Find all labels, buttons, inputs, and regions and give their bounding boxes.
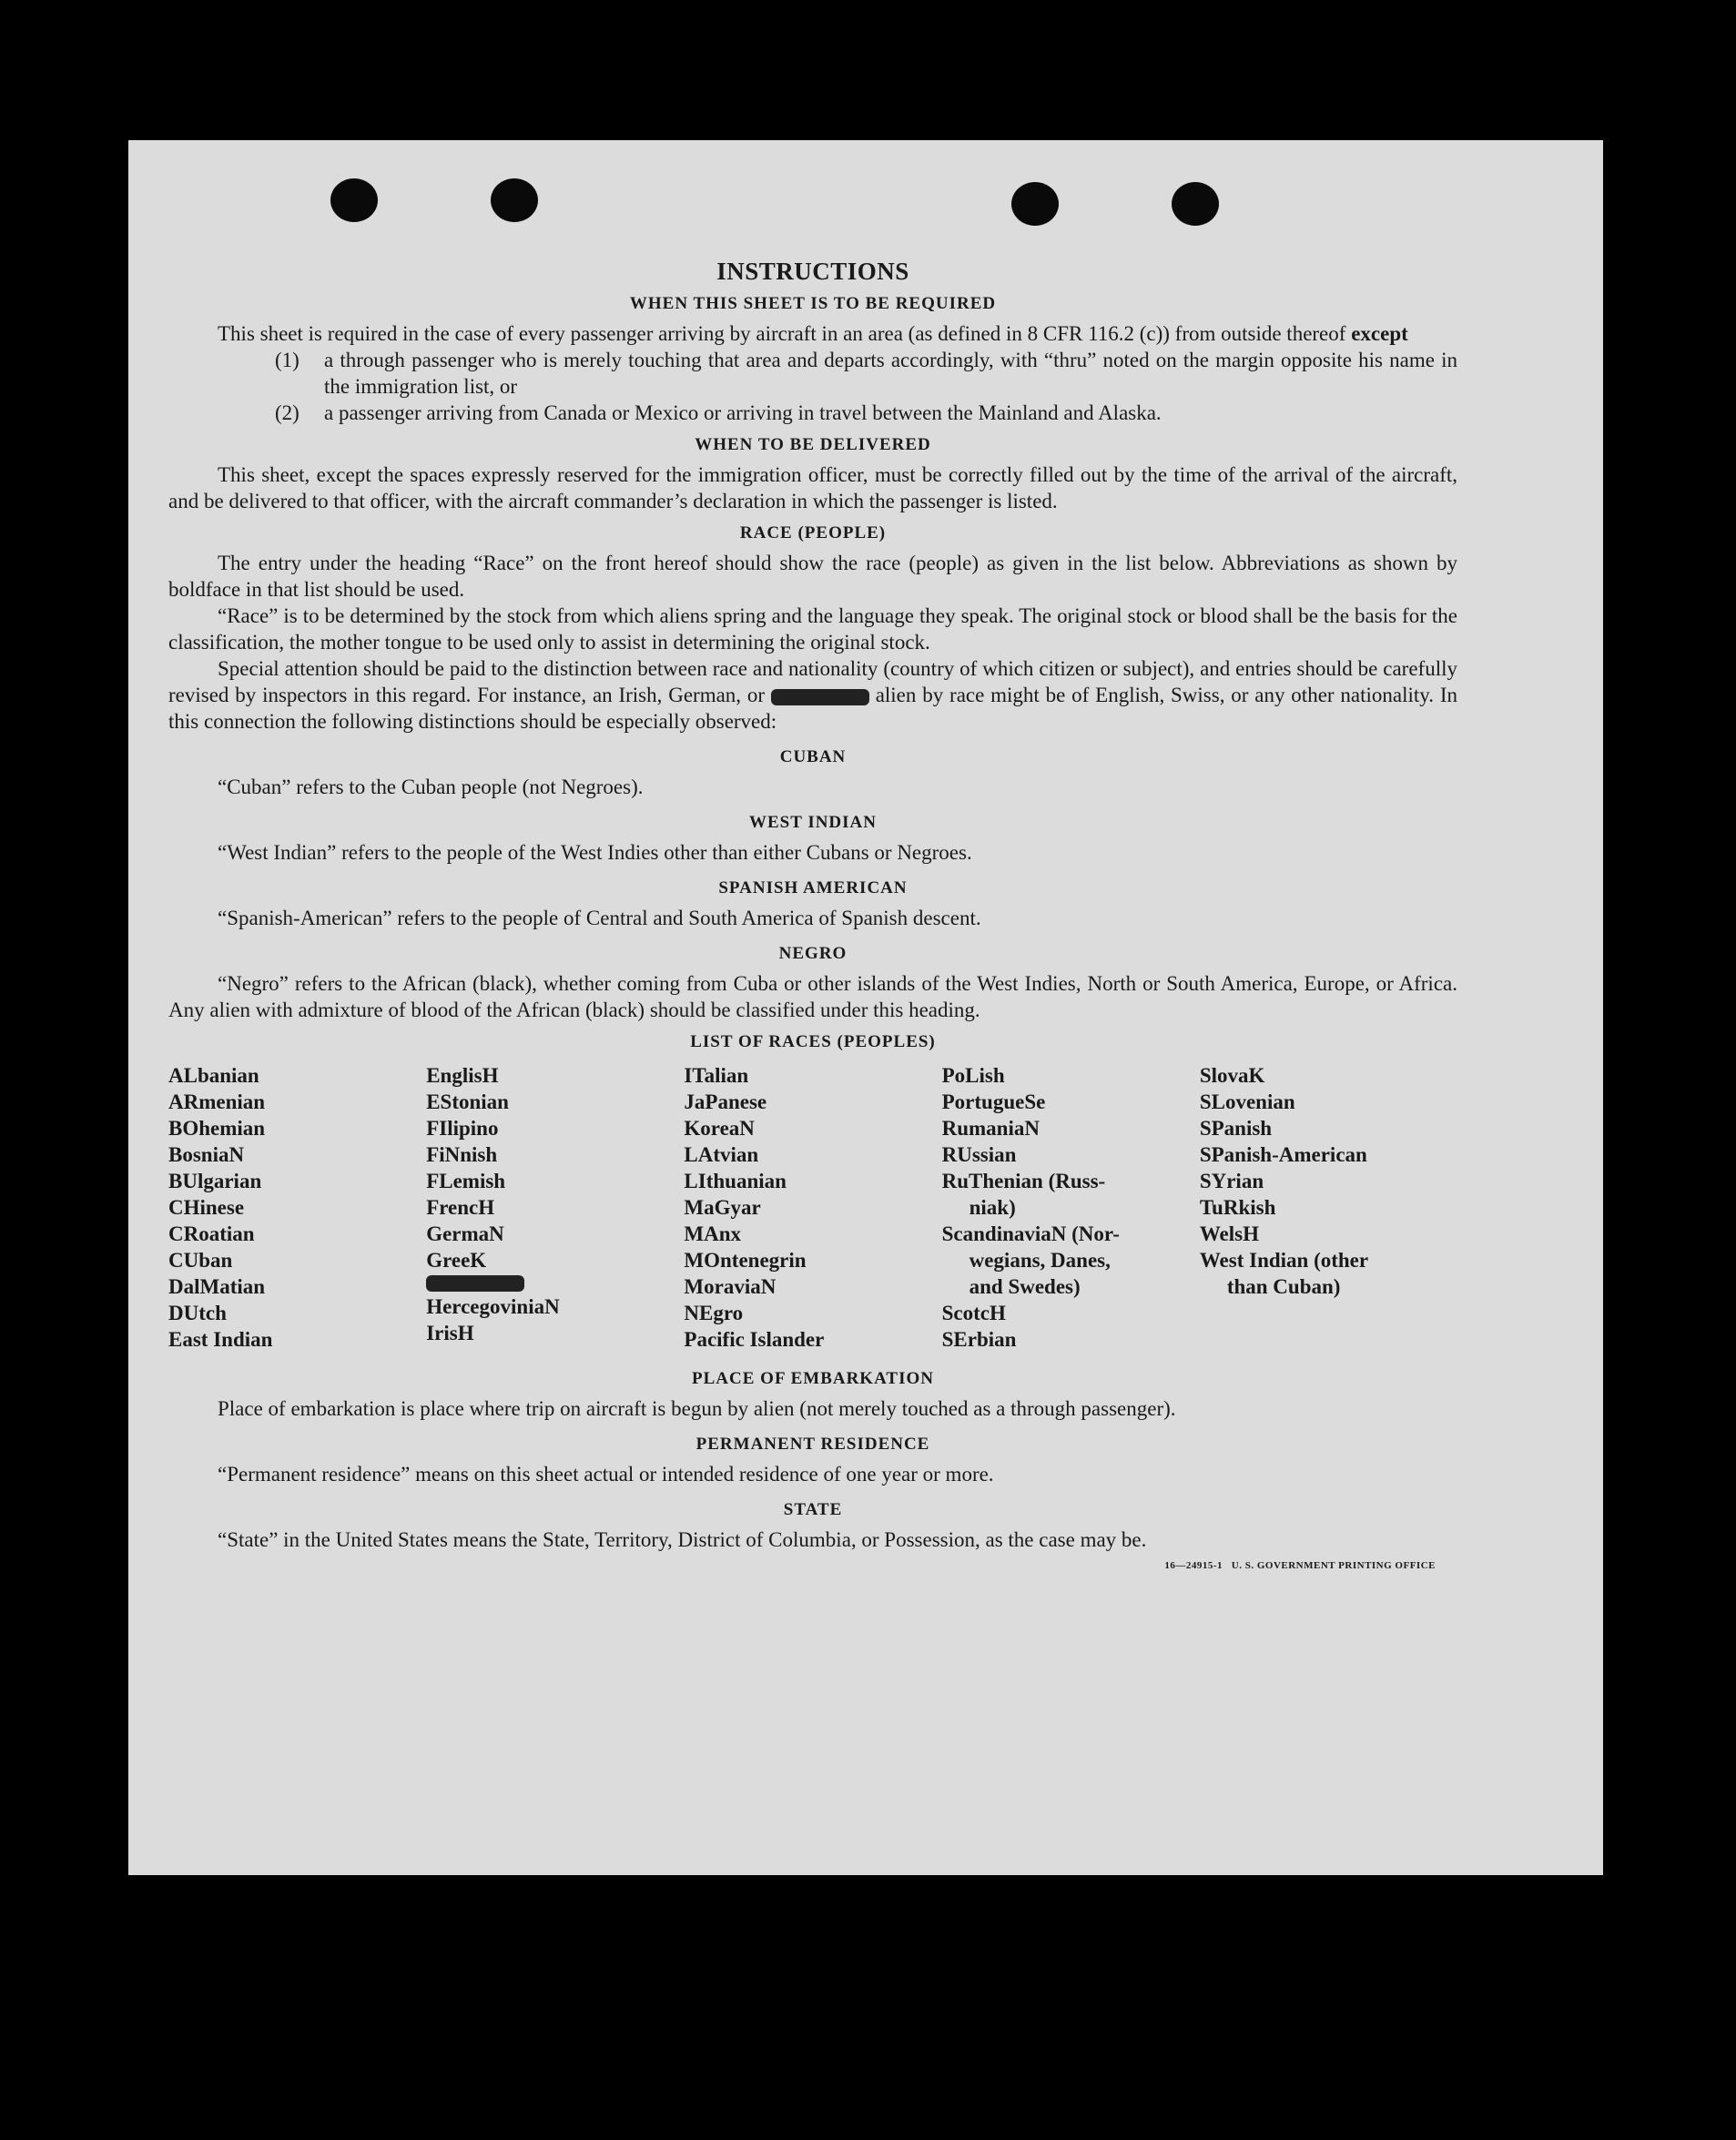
instructions-content [168, 259, 1457, 1579]
printer-imprint: 16—24915-1 U. S. GOVERNMENT PRINTING OFFICE [1164, 1560, 1436, 1571]
race-entry: Pacific Islander [684, 1328, 825, 1351]
race-entry: JaPanese [684, 1090, 767, 1113]
cuban-text: “Cuban” refers to the Cuban people (not Negroes). [218, 776, 644, 798]
race-entry: MaGyar [684, 1196, 761, 1219]
race-entry: DUtch [168, 1302, 227, 1324]
race-entry: CUban [168, 1249, 233, 1272]
race-entry: wegians, Danes, [969, 1249, 1111, 1272]
races-column-5 [1200, 1062, 1457, 1353]
race-entry: RUssian [941, 1143, 1017, 1166]
race-entry: ScotcH [941, 1302, 1006, 1324]
heading-required: WHEN THIS SHEET IS TO BE REQUIRED [629, 294, 997, 313]
race-entry: MoraviaN [684, 1275, 777, 1298]
redaction-mark [771, 689, 869, 705]
race-entry: WelsH [1199, 1222, 1259, 1245]
heading-delivered: WHEN TO BE DELIVERED [695, 435, 931, 454]
race-entry: and Swedes) [969, 1275, 1081, 1298]
race-entry: NEgro [684, 1302, 744, 1324]
race-entry: MAnx [684, 1222, 742, 1245]
race-entry: MOntenegrin [684, 1249, 807, 1272]
races-column-1 [168, 1062, 426, 1353]
footer [168, 1553, 1457, 1579]
heading-embarkation: PLACE OF EMBARKATION [692, 1369, 934, 1388]
race-entry: LAtvian [684, 1143, 759, 1166]
races-column-2 [426, 1062, 684, 1353]
punch-hole [491, 178, 538, 222]
races-list [168, 1062, 1457, 1353]
embarkation-text: Place of embarkation is place where trip on aircraft is begun by alien (not merely touched as a through passenger). [218, 1397, 1176, 1420]
race-paragraph-2: “Race” is to be determined by the stock from which aliens spring and the language they speak. The original stock or blood shall be the basis for the classification, the mother tongue to be used only to assist in determining the original stock. [168, 604, 1457, 654]
races-column-3 [684, 1062, 941, 1353]
permanent-residence-text: “Permanent residence” means on this sheet actual or intended residence of one year or more. [218, 1463, 994, 1486]
race-entry: ALbanian [168, 1064, 259, 1087]
race-paragraph-1: The entry under the heading “Race” on the front hereof should show the race (people) as given in the list below. Abbreviations as shown by boldface in that list should be used. [168, 552, 1457, 601]
race-entry: KoreaN [684, 1117, 755, 1140]
state-text: “State” in the United States means the State, Territory, District of Columbia, or Possession, as the case may be. [218, 1528, 1147, 1551]
race-entry: ITalian [684, 1064, 749, 1087]
race-entry: niak) [969, 1196, 1016, 1219]
race-entry: GermaN [426, 1222, 504, 1245]
race-entry: ScandinaviaN (Nor- [941, 1222, 1120, 1245]
heading-race: RACE (PEOPLE) [739, 523, 887, 543]
west-indian-text: “West Indian” refers to the people of the West Indies other than either Cubans or Negroes. [218, 841, 972, 864]
race-entry: HercegoviniaN [426, 1295, 560, 1318]
punch-hole [330, 178, 378, 222]
race-entry: PortugueSe [941, 1090, 1046, 1113]
race-entry: CRoatian [168, 1222, 255, 1245]
document-page [128, 140, 1603, 1875]
spanish-american-text: “Spanish-American” refers to the people of Central and South America of Spanish descent. [218, 907, 981, 929]
delivered-text: This sheet, except the spaces expressly reserved for the immigration officer, must be correctly filled out by the time of the arrival of the aircraft, and be delivered to that officer, with the aircraft commander’s declaration in which the passenger is listed. [168, 463, 1457, 512]
race-entry: FLemish [426, 1170, 506, 1192]
race-entry: SPanish [1199, 1117, 1273, 1140]
race-entry: IrisH [426, 1322, 474, 1344]
exception-item-2: (2) a passenger arriving from Canada or Mexico or arriving in travel between the Mainland and Alaska. [275, 401, 1162, 424]
page-title: INSTRUCTIONS [716, 258, 909, 285]
race-entry: FIlipino [426, 1117, 499, 1140]
race-entry: ARmenian [168, 1090, 266, 1113]
race-entry: SYrian [1199, 1170, 1264, 1192]
exception-item-1: (1) a through passenger who is merely touching that area and departs accordingly, with “thru” noted on the margin opposite his name in the immigration list, or [275, 349, 1457, 398]
heading-cuban: CUBAN [779, 747, 847, 766]
race-entry: SPanish-American [1199, 1143, 1367, 1166]
race-entry: BosniaN [168, 1143, 245, 1166]
heading-permanent-residence: PERMANENT RESIDENCE [695, 1435, 930, 1454]
race-entry: East Indian [168, 1328, 273, 1351]
race-entry: SlovaK [1199, 1064, 1265, 1087]
race-entry: GreeK [426, 1249, 487, 1272]
race-entry: FiNnish [426, 1143, 498, 1166]
race-entry: RuThenian (Russ- [941, 1170, 1106, 1192]
negro-text: “Negro” refers to the African (black), whether coming from Cuba or other islands of the West Indies, North or South America, Europe, or Africa. Any alien with admixture of blood of the African (black) should be classified under this heading. [168, 972, 1457, 1021]
redacted-entry [426, 1273, 684, 1293]
heading-state: STATE [783, 1500, 843, 1519]
race-paragraph-3: Special attention should be paid to the distinction between race and nationality (country of which citizen or subject), and entries should be carefully revised by inspectors in this regard. For instance, an Irish, German, or alien by race might be of English, Swiss, or any other nationality. In this connection the following distinctions should be especially observed: [168, 657, 1457, 733]
race-entry: than Cuban) [1226, 1275, 1341, 1298]
race-entry: TuRkish [1199, 1196, 1276, 1219]
required-intro: This sheet is required in the case of every passenger arriving by aircraft in an area (as defined in 8 CFR 116.2 (c)) from outside thereof except [218, 322, 1408, 345]
race-entry: BOhemian [168, 1117, 266, 1140]
race-entry: LIthuanian [684, 1170, 787, 1192]
race-entry: FrencH [426, 1196, 495, 1219]
heading-list-of-races: LIST OF RACES (PEOPLES) [690, 1032, 936, 1051]
race-entry: CHinese [168, 1196, 245, 1219]
race-entry: SErbian [941, 1328, 1017, 1351]
race-entry: SLovenian [1199, 1090, 1295, 1113]
race-entry: West Indian (other [1199, 1249, 1369, 1272]
race-entry: EnglisH [426, 1064, 499, 1087]
race-entry: BUlgarian [168, 1170, 262, 1192]
heading-spanish-american: SPANISH AMERICAN [718, 878, 908, 898]
race-entry: DalMatian [168, 1275, 266, 1298]
punch-hole [1011, 182, 1059, 226]
race-entry: EStonian [426, 1090, 509, 1113]
heading-west-indian: WEST INDIAN [749, 813, 877, 832]
races-column-4 [942, 1062, 1200, 1353]
punch-hole [1172, 182, 1219, 226]
race-entry: PoLish [941, 1064, 1005, 1087]
heading-negro: NEGRO [778, 944, 848, 963]
race-entry: RumaniaN [941, 1117, 1040, 1140]
